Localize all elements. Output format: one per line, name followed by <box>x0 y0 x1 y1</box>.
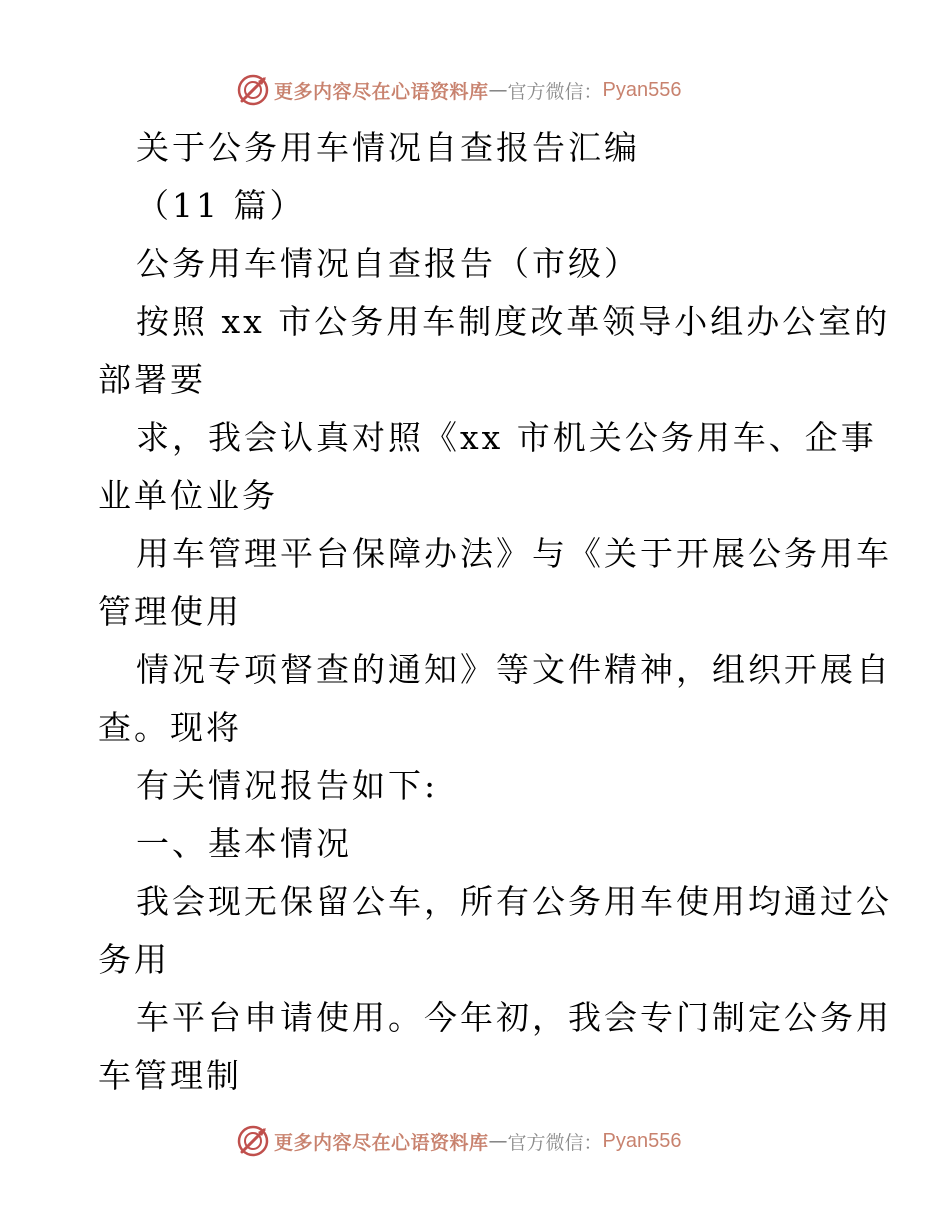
paragraph-line: 按照 xx 市公务用车制度改革领导小组办公室的 <box>136 302 891 341</box>
seal-logo-icon <box>236 1124 270 1158</box>
document-title: 关于公务用车情况自查报告汇编 <box>136 128 640 167</box>
paragraph-line: 我会现无保留公车，所有公务用车使用均通过公 <box>136 882 892 921</box>
section-heading: 公务用车情况自查报告（市级） <box>136 244 640 283</box>
watermark-separator: — <box>488 79 508 101</box>
document-subtitle: （11 篇） <box>136 186 306 225</box>
footer-watermark <box>236 1124 682 1158</box>
header-watermark <box>236 73 682 107</box>
seal-logo-icon <box>236 73 270 107</box>
paragraph-line: 务用 <box>98 940 170 979</box>
watermark-text: 更多内容尽在心语资料库 <box>274 1131 489 1154</box>
paragraph-line: 有关情况报告如下: <box>136 766 439 805</box>
watermark-account: Pyan556 <box>602 1129 682 1152</box>
watermark-suffix: 官方微信： <box>507 80 603 103</box>
watermark-text: 更多内容尽在心语资料库 <box>274 80 489 103</box>
paragraph-line: 情况专项督查的通知》等文件精神，组织开展自 <box>136 650 892 689</box>
watermark-account: Pyan556 <box>602 78 682 101</box>
paragraph-line: 用车管理平台保障办法》与《关于开展公务用车 <box>136 534 892 573</box>
section-heading: 一、基本情况 <box>136 824 352 863</box>
watermark-separator: — <box>488 1130 508 1152</box>
paragraph-line: 管理使用 <box>98 592 242 631</box>
paragraph-line: 部署要 <box>98 360 206 399</box>
watermark-suffix: 官方微信： <box>507 1131 603 1154</box>
paragraph-line: 车平台申请使用。今年初，我会专门制定公务用 <box>136 998 892 1037</box>
paragraph-line: 业单位业务 <box>98 476 278 515</box>
paragraph-line: 车管理制 <box>98 1056 242 1095</box>
paragraph-line: 求，我会认真对照《xx 市机关公务用车、企事 <box>136 418 877 457</box>
paragraph-line: 查。现将 <box>98 708 242 747</box>
